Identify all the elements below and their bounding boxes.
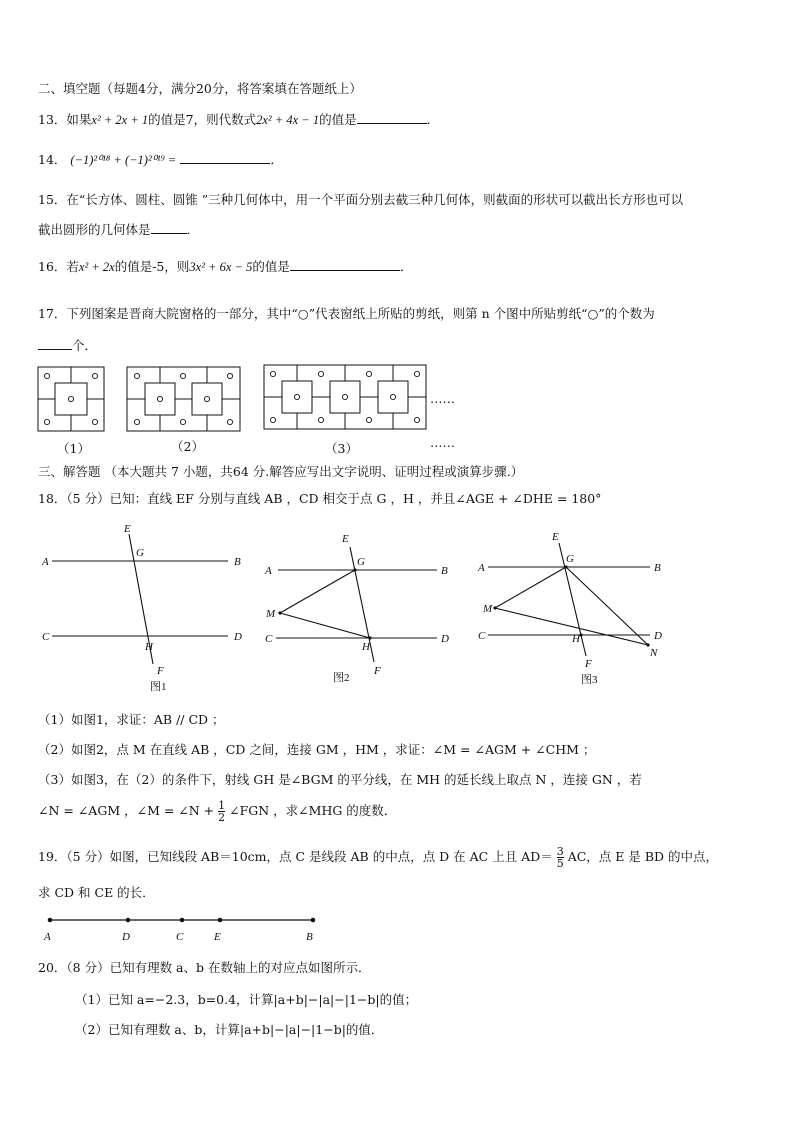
q13-expr2: 2x² + 4x − 1 <box>256 113 320 127</box>
fig1-label-d: D <box>234 631 242 643</box>
pattern-label-3: （3） <box>325 441 358 456</box>
section-2-header: 二、填空题（每题4分，满分20分，将答案填在答题纸上） <box>38 81 362 96</box>
fig2-label-b: B <box>441 565 448 577</box>
fig2-label-d: D <box>441 633 449 645</box>
seg-label-b: B <box>306 931 313 943</box>
question-13: 13．如果x² + 2x + 1的值是7，则代数式2x² + 4x − 1的值是 ． <box>38 112 440 127</box>
fraction-three-fifths: $\frac{3}{5}$ <box>556 845 564 870</box>
question-18-title: 18．（5 分）已知：直线 EF 分别与直线 AB ，CD 相交于点 G ，H ，并且∠AGE + ∠DHE = 180° <box>38 491 602 506</box>
fig2-label-e: E <box>342 533 349 545</box>
pattern-ellipsis-1: …… <box>430 391 455 406</box>
question-20-title: 20．（8 分）已知有理数 a、b 在数轴上的对应点如图所示． <box>38 960 371 975</box>
seg-label-c: C <box>176 931 184 943</box>
q17-number: 17． <box>38 306 67 321</box>
question-15-line2: 截出圆形的几何体是 ． <box>38 222 200 237</box>
q16-number: 16． <box>38 259 67 274</box>
fig3-label-b: B <box>654 562 661 574</box>
q18-part2: （2）如图2，点 M 在直线 AB ，CD 之间，连接 GM ，HM ，求证：∠M = ∠AGM + ∠CHM ； <box>38 742 596 757</box>
fig2-label-g: G <box>357 556 365 568</box>
question-19-line1: 19．（5 分）如图，已知线段 AB＝10cm，点 C 是线段 AB 的中点，点 D 在 AC 上且 AD＝ $\frac{3}{5}$ AC，点 E 是 BD 的中点， <box>38 845 719 870</box>
pattern-label-1: （1） <box>57 441 90 456</box>
question-14: 14． (−1)²⁰¹⁸ + (−1)²⁰¹⁹ = ． <box>38 152 283 167</box>
q13-expr1: x² + 2x + 1 <box>91 113 149 127</box>
fig1-label-h: H <box>145 641 153 653</box>
seg-label-e: E <box>214 931 221 943</box>
fig1-label-c: C <box>42 631 50 643</box>
fig3-caption: 图3 <box>581 674 598 686</box>
question-16: 16．若x² + 2x的值是-5，则3x² + 6x − 5的值是 ． <box>38 259 413 274</box>
fig1-label-a: A <box>42 556 49 568</box>
fig3-label-f: F <box>585 658 592 670</box>
seg-label-d: D <box>122 931 130 943</box>
fig3-label-d: D <box>654 630 662 642</box>
fig3-label-a: A <box>478 562 485 574</box>
question-19-line2: 求 CD 和 CE 的长． <box>38 885 155 900</box>
q15-number: 15． <box>38 192 67 207</box>
fig2-label-c: C <box>265 633 273 645</box>
question-17-line2: 个． <box>38 336 97 354</box>
q13-number: 13． <box>38 112 67 127</box>
q14-number: 14． <box>38 152 67 167</box>
question-17-line1: 17．下列图案是晋商大院窗格的一部分，其中“○”代表窗纸上所贴的剪纸，则第 n 个图中所贴剪纸“○”的个数为 <box>38 306 655 321</box>
fig3-label-m: M <box>483 603 493 615</box>
q18-part3-line2: ∠N = ∠AGM ，∠M = ∠N + $\frac{1}{2}$ ∠FGN ，求∠MHG 的度数． <box>38 799 397 824</box>
fig2-label-f: F <box>374 665 381 677</box>
pattern-label-2: （2） <box>171 439 204 454</box>
q16-expr2: 3x² + 6x − 5 <box>189 260 253 274</box>
fig2-label-h: H <box>362 641 370 653</box>
fig2-label-m: M <box>266 608 276 620</box>
fig3-label-g: G <box>566 553 574 565</box>
q18-part1: （1）如图1，求证：AB // CD ； <box>38 712 225 727</box>
seg-label-a: A <box>44 931 51 943</box>
fig1-label-g: G <box>136 547 144 559</box>
fig1-label-e: E <box>124 523 131 535</box>
q20-part2: （2）已知有理数 a、b，计算|a+b|−|a|−|1−b|的值． <box>75 1022 384 1037</box>
fraction-one-half: $\frac{1}{2}$ <box>218 799 226 824</box>
fig3-label-e: E <box>552 531 559 543</box>
pattern-ellipsis-2: …… <box>430 435 455 450</box>
q18-part3-line1: （3）如图3，在（2）的条件下，射线 GH 是∠BGM 的平分线，在 MH 的延长线上取点 N ，连接 GN ，若 <box>38 772 642 787</box>
question-15-line1: 15．在“长方体、圆柱、圆锥 ”三种几何体中，用一个平面分别去截三种几何体，则截面的形状可以截出长方形也可以 <box>38 192 684 207</box>
fig2-caption: 图2 <box>333 672 350 684</box>
fig1-label-b: B <box>234 556 241 568</box>
fig1-label-f: F <box>157 665 164 677</box>
fig3-label-c: C <box>478 630 486 642</box>
q20-part1: （1）已知 a=−2.3，b=0.4，计算|a+b|−|a|−|1−b|的值； <box>75 992 418 1007</box>
section-3-header: 三、解答题 （本大题共 7 小题，共64 分.解答应写出文字说明、证明过程或演算步骤.） <box>38 464 524 479</box>
fig2-label-a: A <box>265 565 272 577</box>
fig3-label-h: H <box>572 633 580 645</box>
fig1-caption: 图1 <box>150 681 167 693</box>
fig3-label-n: N <box>650 647 658 659</box>
q14-expr: (−1)²⁰¹⁸ + (−1)²⁰¹⁹ = <box>70 153 177 167</box>
q16-expr1: x² + 2x <box>78 260 115 274</box>
